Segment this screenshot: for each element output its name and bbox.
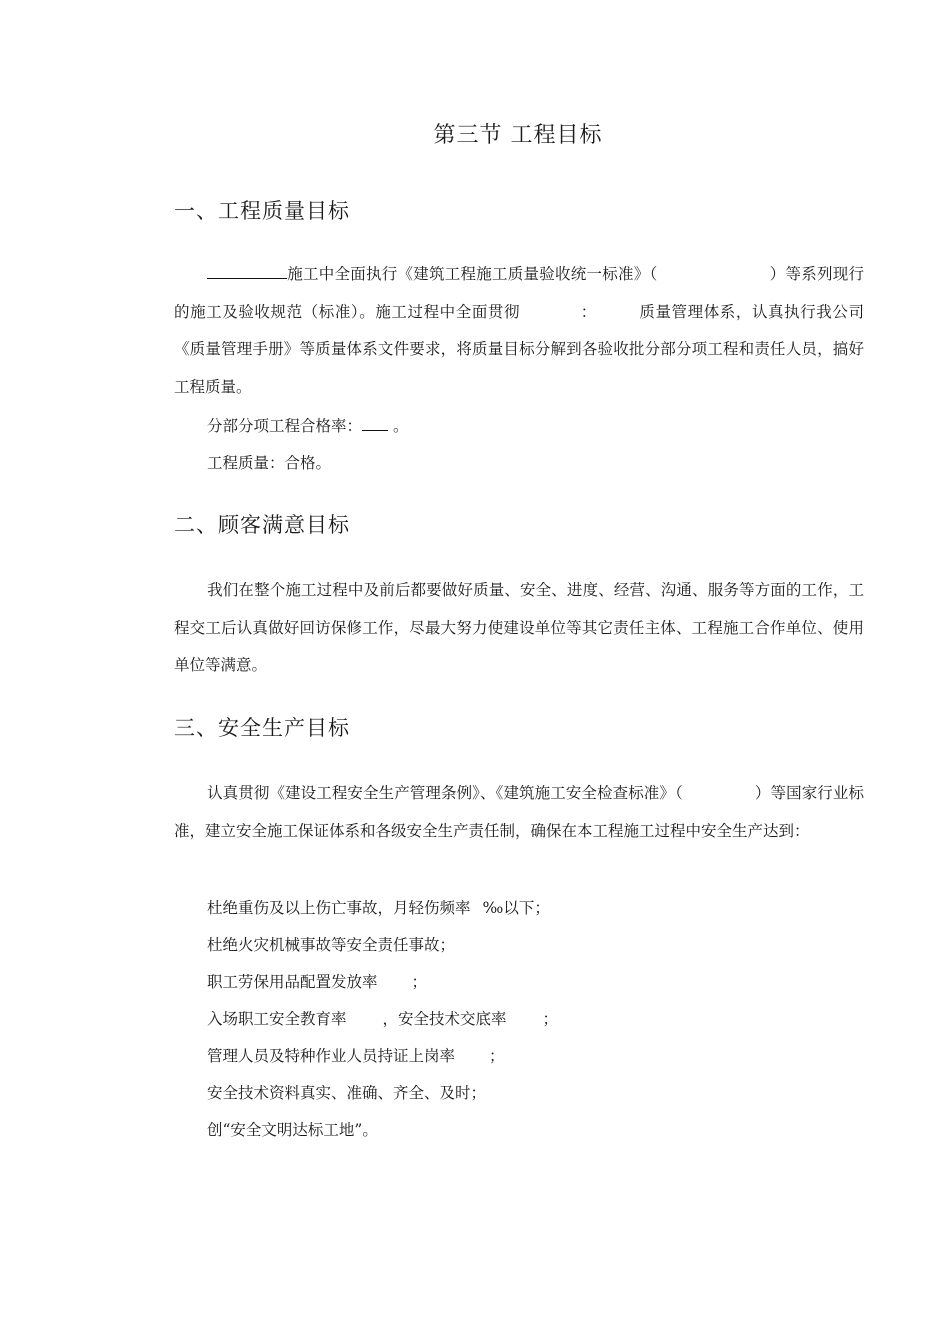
safety-item-injury	[207, 896, 550, 918]
quality-text-b: ）等系列现行的施工及验收规范（标准）。施工过程中全面贯彻	[174, 265, 864, 321]
section-heading-satisfaction: 二、顾客满意目标	[174, 513, 350, 537]
safety-paragraph	[174, 775, 864, 850]
safety-text-a: 认真贯彻《建设工程安全生产管理条例》、《建筑施工安全检查标准》（	[207, 784, 683, 802]
gear-text-a: 职工劳保用品配置发放率	[207, 973, 378, 991]
quality-grade: 工程质量：合格。	[207, 454, 332, 472]
safety-item-civilized-site: 创“安全文明达标工地”。	[207, 1121, 378, 1139]
education-text-b: ，安全技术交底率	[382, 1010, 507, 1028]
safety-text-b: ）等国家行业标准，建立安全施工保证体系和各级安全生产责任制，确保在本工程施工过程中安全生产达到：	[174, 784, 864, 840]
satisfaction-text: 我们在整个施工过程中及前后都要做好质量、安全、进度、经营、沟通、服务等方面的工作，工程交工后认真做好回访保修工作，尽最大努力使建设单位等其它责任主体、工程施工合作单位、使用单位等满意。	[174, 581, 864, 674]
quality-text-d: 质量管理体系，认真执行我公司《质量管理手册》等质量体系文件要求，将质量目标分解到各验收批分部分项工程和责任人员，搞好工程质量。	[174, 302, 864, 396]
quality-pass-rate	[207, 414, 408, 436]
injury-text-b: ‰以下；	[482, 899, 550, 917]
section-heading-safety: 三、安全生产目标	[174, 716, 350, 740]
injury-text-a: 杜绝重伤及以上伤亡事故，月轻伤频率	[207, 899, 471, 917]
education-text-c: ；	[542, 1010, 559, 1028]
satisfaction-paragraph	[174, 572, 864, 685]
safety-item-documents: 安全技术资料真实、准确、齐全、及时；	[207, 1084, 487, 1102]
gear-text-b: ；	[411, 973, 428, 991]
cert-text-a: 管理人员及特种作业人员持证上岗率	[207, 1047, 456, 1065]
safety-item-education	[207, 1007, 558, 1029]
quality-paragraph	[174, 256, 864, 406]
quality-text-a: 施工中全面执行《建筑工程施工质量验收统一标准》（	[287, 265, 658, 283]
pass-rate-end: 。	[388, 417, 409, 435]
pass-rate-label: 分部分项工程合格率：	[207, 417, 363, 435]
blank-underline	[362, 416, 388, 431]
safety-item-certification	[207, 1044, 505, 1066]
cert-text-b: ；	[489, 1047, 505, 1065]
page-title: 第三节 工程目标	[433, 123, 603, 148]
safety-item-protective-gear	[207, 970, 427, 992]
education-text-a: 入场职工安全教育率	[207, 1010, 347, 1028]
blank-underline	[207, 264, 287, 279]
section-heading-quality: 一、工程质量目标	[174, 199, 350, 223]
quality-text-c: ：	[580, 302, 597, 321]
safety-item-fire: 杜绝火灾机械事故等安全责任事故；	[207, 936, 456, 954]
